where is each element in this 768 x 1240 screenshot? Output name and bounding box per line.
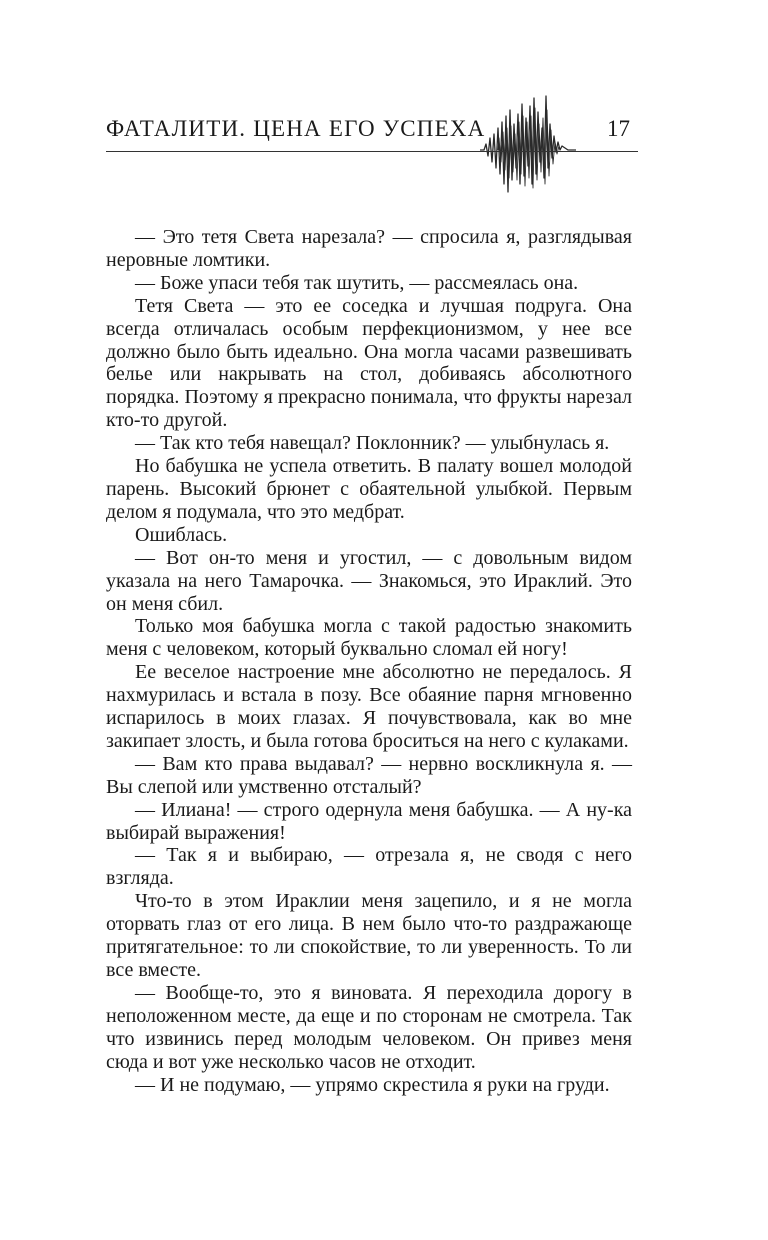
paragraph: Ошиблась. <box>135 523 228 546</box>
header-rule <box>106 151 638 152</box>
paragraph: Что-то в этом Ираклии меня зацепило, и я не могла оторвать глаз от его лица. В нем было что-то раздражающе притягательное: то ли спокойствие, то ли уверенность. То ли все вместе. <box>106 890 632 981</box>
page-header <box>0 0 768 200</box>
paragraph: Ее веселое настроение мне абсолютно не передалось. Я нахмурилась и встала в позу. Все обаяние парня мгновенно испарилось в моих глазах. Я почувствовала, как во мне закипает злость, и была готова броситься на него с кулаками. <box>106 661 632 752</box>
paragraph: Только моя бабушка могла с такой радостью знакомить меня с человеком, который буквально сломал ей ногу! <box>106 615 632 661</box>
paragraph: — Так кто тебя навещал? Поклонник? — улыбнулась я. <box>135 432 610 455</box>
paragraph: — Это тетя Света нарезала? — спросила я, разглядывая неровные ломтики. <box>106 226 632 271</box>
paragraph: Но бабушка не успела ответить. В палату вошел молодой парень. Высокий брюнет с обаятельной улыбкой. Первым делом я подумала, что это медбрат. <box>106 455 632 523</box>
paragraph: — Вот он-то меня и угостил, — с довольным видом указала на него Тамарочка. — Знакомься, это Ираклий. Это он меня сбил. <box>106 546 632 615</box>
paragraph: — Вообще-то, это я виновата. Я переходила дорогу в неположенном месте, да еще и по сторонам не смотрела. Так что извинись перед молодым человеком. Он привез меня сюда и вот уже несколько часов не отходит. <box>106 981 632 1073</box>
paragraph: — Боже упаси тебя так шутить, — рассмеялась она. <box>135 271 579 294</box>
paragraph: — Так я и выбираю, — отрезала я, не сводя с него взгляда. <box>106 844 632 890</box>
body-text <box>106 226 632 1096</box>
paragraph: — И не подумаю, — упрямо скрестила я руки на груди. <box>135 1073 610 1096</box>
paragraph: — Вам кто права выдавал? — нервно воскликнула я. — Вы слепой или умственно отсталый? <box>106 752 632 798</box>
paragraph: Тетя Света — это ее соседка и лучшая подруга. Она всегда отличалась особым перфекционизмом, у нее все должно было быть идеально. Она могла часами развешивать белье или накрывать на стол, добиваясь абсолютного порядка. Поэтому я прекрасно понимала, что фрукты нарезал кто-то другой. <box>106 294 632 432</box>
soundwave-ornament <box>478 88 578 198</box>
running-title: ФАТАЛИТИ. ЦЕНА ЕГО УСПЕХА <box>106 116 486 141</box>
paragraph: — Илиана! — строго одернула меня бабушка. — А ну-ка выбирай выражения! <box>106 798 632 844</box>
page-number: 17 <box>607 116 630 141</box>
